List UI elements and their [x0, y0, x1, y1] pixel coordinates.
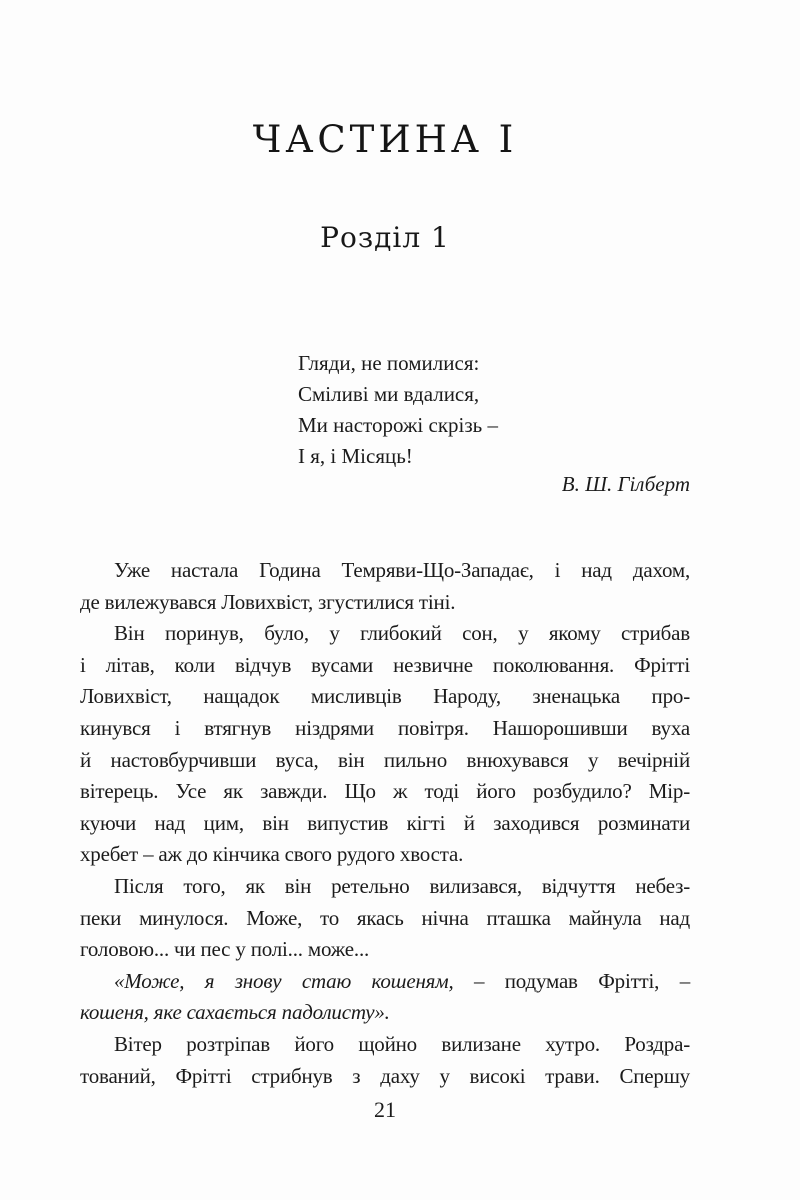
- body-line: Вітер розтріпав його щойно вилизане хутро. Роздра-: [114, 1031, 690, 1056]
- body-line: головою... чи пес у полі... може...: [80, 937, 370, 962]
- chapter-title: Розділ 1: [320, 221, 450, 254]
- body-line: пеки минулося. Може, то якась нічна пташка майнула над: [80, 905, 690, 930]
- body-line: кинувся і втягнув ніздрями повітря. Нашорошивши вуха: [80, 715, 690, 740]
- epigraph-line: Ми насторожі скрізь –: [298, 413, 498, 437]
- body-line: хребет – аж до кінчика свого рудого хвоста.: [80, 842, 464, 867]
- body-line: Уже настала Година Темряви-Що-Западає, і над дахом,: [114, 558, 690, 582]
- epigraph-line: І я, і Місяць!: [298, 444, 413, 468]
- body-line: «Може, я знову стаю кошеням, – подумав Фрітті, –: [114, 968, 690, 993]
- body-line: Він поринув, було, у глибокий сон, у якому стрибав: [114, 621, 690, 646]
- page-number: 21: [374, 1097, 396, 1122]
- part-title: ЧАСТИНА I: [252, 118, 518, 161]
- epigraph: [298, 348, 498, 472]
- body-line: тований, Фрітті стрибнув з даху у високі трави. Спершу: [80, 1063, 690, 1088]
- body-line: Після того, як він ретельно вилизався, відчуття небез-: [114, 873, 690, 898]
- body-text: [80, 555, 690, 1092]
- epigraph-line: Сміливі ми вдалися,: [298, 382, 480, 406]
- epigraph-line: Гляди, не помилися:: [298, 351, 480, 375]
- body-line: й настовбурчивши вуса, він пильно внюхувався у вечірній: [80, 747, 690, 772]
- body-line: де вилежувався Ловихвіст, згустилися тіні.: [80, 589, 456, 614]
- body-line: кошеня, яке сахається падолисту».: [80, 1000, 390, 1025]
- body-line: вітерець. Усе як завжди. Що ж тоді його розбудило? Мір-: [80, 779, 690, 804]
- body-line: Ловихвіст, нащадок мисливців Народу, зненацька про-: [80, 684, 690, 709]
- epigraph-attribution: В. Ш. Гілберт: [561, 472, 690, 496]
- body-line: і літав, коли відчув вусами незвичне поколювання. Фрітті: [80, 652, 690, 677]
- page-content: [80, 0, 690, 1200]
- body-line: куючи над цим, він випустив кігті й заходився розминати: [80, 810, 690, 835]
